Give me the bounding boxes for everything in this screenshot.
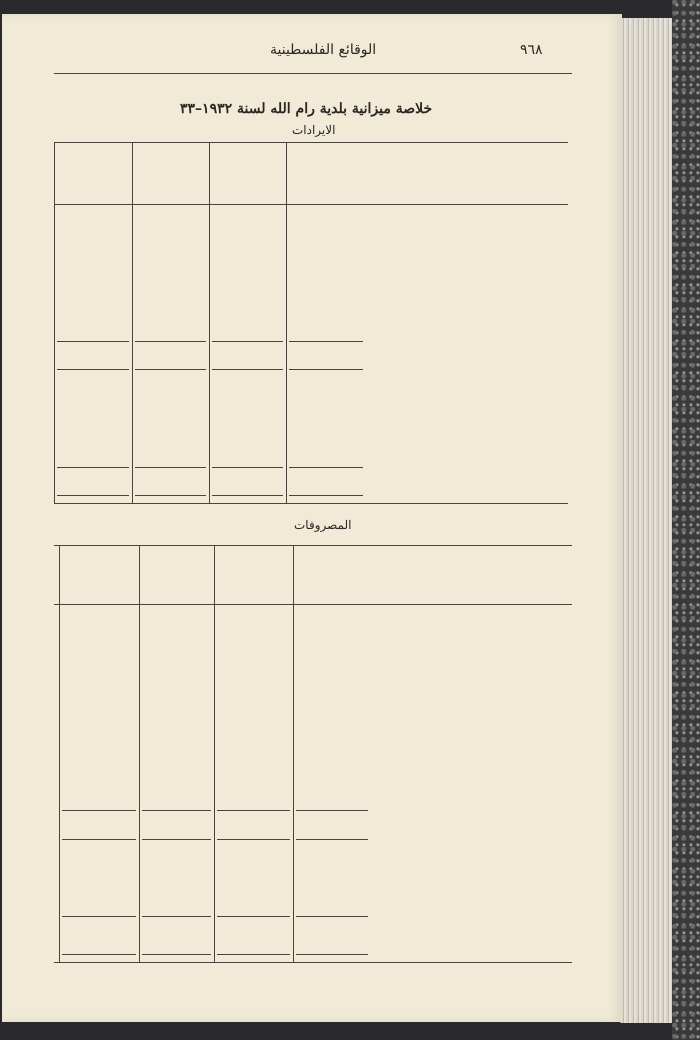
expenditure-s2-rule-2: [142, 916, 211, 917]
revenue-s1b-rule-2: [135, 369, 206, 370]
journal-title: الوقائع الفلسطينية: [270, 42, 377, 58]
expenditure-header-rule: [54, 604, 572, 605]
revenue-s2-rule-3: [57, 467, 129, 468]
expenditure-top-rule: [54, 545, 572, 546]
expenditure-s1b-rule-1: [217, 839, 290, 840]
expenditure-col-divider: [59, 545, 60, 962]
revenue-s1b-rule-3: [57, 369, 129, 370]
revenue-bottom-rule: [54, 503, 568, 504]
expenditure-bottom-rule: [54, 962, 572, 963]
revenue-s2b-rule-3: [57, 495, 129, 496]
expenditure-s2b-rule-0: [296, 954, 368, 955]
expenditure-section-title: المصروفات: [294, 518, 352, 532]
document-title: خلاصة ميزانية بلدية رام الله لسنة ١٩٣٢–٣٣: [180, 101, 433, 117]
revenue-col-divider: [132, 142, 133, 503]
revenue-s2-rule-1: [212, 467, 283, 468]
expenditure-s1b-rule-3: [62, 839, 136, 840]
expenditure-col-divider: [293, 545, 294, 962]
expenditure-s1-rule-3: [62, 810, 136, 811]
revenue-s1b-rule-1: [212, 369, 283, 370]
revenue-col-divider: [54, 142, 55, 503]
expenditure-s2b-rule-1: [217, 954, 290, 955]
revenue-col-divider: [209, 142, 210, 503]
expenditure-col-divider: [139, 545, 140, 962]
revenue-s2-rule-2: [135, 467, 206, 468]
page-number: ٩٦٨: [520, 42, 543, 58]
expenditure-col-divider: [214, 545, 215, 962]
header-rule: [54, 73, 572, 74]
expenditure-s2-rule-1: [217, 916, 290, 917]
expenditure-s1b-rule-0: [296, 839, 368, 840]
book-cover: [672, 0, 700, 1040]
revenue-s1-rule-0: [289, 341, 363, 342]
expenditure-s1-rule-2: [142, 810, 211, 811]
revenue-s1-rule-1: [212, 341, 283, 342]
expenditure-s2-rule-3: [62, 916, 136, 917]
revenue-section-title: الايرادات: [292, 123, 336, 137]
expenditure-s1-rule-1: [217, 810, 290, 811]
revenue-col-divider: [286, 142, 287, 503]
revenue-s1-rule-2: [135, 341, 206, 342]
expenditure-s2b-rule-2: [142, 954, 211, 955]
revenue-s2b-rule-2: [135, 495, 206, 496]
revenue-s1-rule-3: [57, 341, 129, 342]
expenditure-s2b-rule-3: [62, 954, 136, 955]
revenue-s2-rule-0: [289, 467, 363, 468]
revenue-s1b-rule-0: [289, 369, 363, 370]
document-page: [2, 14, 622, 1022]
expenditure-s2-rule-0: [296, 916, 368, 917]
revenue-s2b-rule-1: [212, 495, 283, 496]
expenditure-s1b-rule-2: [142, 839, 211, 840]
expenditure-s1-rule-0: [296, 810, 368, 811]
revenue-s2b-rule-0: [289, 495, 363, 496]
